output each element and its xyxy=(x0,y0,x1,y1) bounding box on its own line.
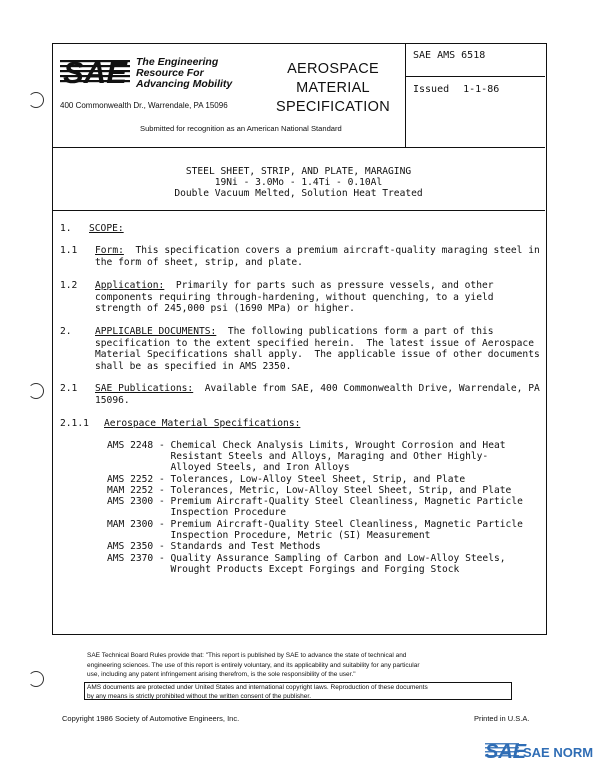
section-number: 1.1 xyxy=(60,245,78,256)
section-text: SAE Publications: Available from SAE, 400 Commonwealth Drive, Warrendale, PA xyxy=(95,383,540,394)
sae-logo-text: SAE xyxy=(63,56,127,86)
section-text: Form: This specification covers a premium aircraft-quality maraging steel in xyxy=(95,245,540,256)
section-number: 2. xyxy=(60,326,72,337)
section-number: 1. xyxy=(60,223,72,234)
section-number: 2.1.1 xyxy=(60,418,89,429)
header-divider xyxy=(405,76,545,77)
section-text: the form of sheet, strip, and plate. xyxy=(95,257,303,268)
section-text: components requiring through-hardening, without quenching, to a yield xyxy=(95,292,494,303)
document-reference: Wrought Products Except Forgings and Forging Stock xyxy=(107,564,460,575)
doc-type: AEROSPACE MATERIAL SPECIFICATION xyxy=(275,61,390,115)
section-number: 1.2 xyxy=(60,280,78,291)
watermark-logo: SAE xyxy=(485,741,527,763)
section-text: APPLICABLE DOCUMENTS: The following publications form a part of this xyxy=(95,326,494,337)
document-reference: AMS 2350 - Standards and Test Methods xyxy=(107,541,321,552)
document-reference: AMS 2300 - Premium Aircraft-Quality Steel Cleanliness, Magnetic Particle xyxy=(107,496,523,507)
document-reference: Alloyed Steels, and Iron Alloys xyxy=(107,462,350,473)
org-address: 400 Commonwealth Dr., Warrendale, PA 15096 xyxy=(60,101,228,110)
copyright-notice-box: AMS documents are protected under United States and international copyright laws. Reproduction of these documents by any means is strictly prohibited without the written consent of the publisher. xyxy=(84,682,512,700)
section-text: specification to the extent specified herein. The latest issue of Aerospace xyxy=(95,338,534,349)
document-reference: Resistant Steels and Alloys, Maraging and Other Highly- xyxy=(107,451,489,462)
document-reference: Inspection Procedure xyxy=(107,507,287,518)
document-reference: AMS 2248 - Chemical Check Analysis Limits, Wrought Corrosion and Heat xyxy=(107,440,506,451)
punch-hole-icon xyxy=(28,383,44,399)
punch-hole-icon xyxy=(28,92,44,108)
technical-board-rules: SAE Technical Board Rules provide that: "This report is published by SAE to advance the state of technical and engineering sciences. The use of this report is entirely voluntary, and its applicability and suitability for any particular use, including any patent infringement arising therefrom, is the sole responsibility of the user." xyxy=(87,652,420,678)
header-divider xyxy=(405,43,406,147)
spec-title: STEEL SHEET, STRIP, AND PLATE, MARAGING 19Ni - 3.0Mo - 1.4Ti - 0.10Al Double Vacuum Melted, Solution Heat Treated xyxy=(174,166,423,199)
org-name: The Engineering Resource For Advancing Mobility xyxy=(136,56,233,90)
ams-number: SAE AMS 6518 xyxy=(413,50,486,61)
section-text: Application: Primarily for parts such as pressure vessels, and other xyxy=(95,280,494,291)
document-reference: Inspection Procedure, Metric (SI) Measurement xyxy=(107,530,431,541)
punch-hole-icon xyxy=(28,671,44,687)
submitted-note: Submitted for recognition as an American National Standard xyxy=(140,124,342,133)
sae-norm-watermark xyxy=(485,738,595,766)
section-number: 2.1 xyxy=(60,383,78,394)
issued-date: Issued 1-1-86 xyxy=(413,84,500,95)
section-text: Material Specifications shall apply. The applicable issue of other documents xyxy=(95,349,540,360)
printed-in: Printed in U.S.A. xyxy=(474,714,530,723)
watermark-text: SAE NORM xyxy=(523,745,594,760)
section-text: 15096. xyxy=(95,395,130,406)
document-reference: AMS 2370 - Quality Assurance Sampling of Carbon and Low-Alloy Steels, xyxy=(107,553,506,564)
document-reference: MAM 2252 - Tolerances, Metric, Low-Alloy Steel Sheet, Strip, and Plate xyxy=(107,485,512,496)
copyright-line: Copyright 1986 Society of Automotive Engineers, Inc. xyxy=(62,714,240,723)
document-reference: MAM 2300 - Premium Aircraft-Quality Steel Cleanliness, Magnetic Particle xyxy=(107,519,523,530)
section-heading: Aerospace Material Specifications: xyxy=(104,418,301,429)
section-text: strength of 245,000 psi (1690 MPa) or higher. xyxy=(95,303,355,314)
section-text: shall be as specified in AMS 2350. xyxy=(95,361,292,372)
sae-logo xyxy=(60,56,130,86)
document-reference: AMS 2252 - Tolerances, Low-Alloy Steel Sheet, Strip, and Plate xyxy=(107,474,466,485)
section-heading: SCOPE: xyxy=(89,223,124,234)
